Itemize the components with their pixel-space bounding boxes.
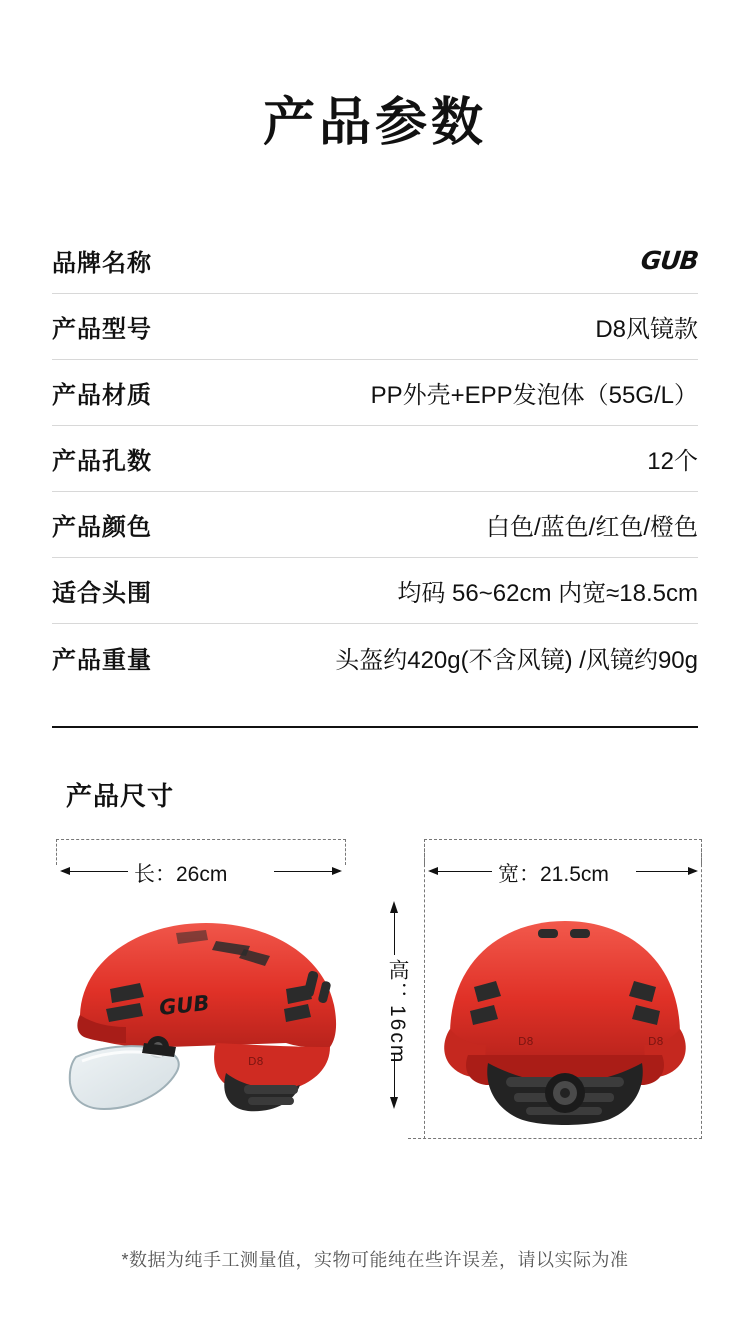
dimension-guide-right-vertical xyxy=(701,839,702,1139)
width-label: 宽：21.5cm xyxy=(498,863,609,887)
spec-value: 12个 xyxy=(647,448,698,476)
spec-value: PP外壳+EPP发泡体（55G/L） xyxy=(370,382,698,410)
spec-table xyxy=(52,228,698,690)
table-row xyxy=(52,360,698,426)
table-row xyxy=(52,558,698,624)
dimension-figures xyxy=(0,839,750,1169)
dimension-guide-top-front xyxy=(424,839,702,840)
spec-label: 品牌名称 xyxy=(52,250,152,278)
dimension-guide-top xyxy=(56,839,346,840)
footnote: *数据为纯手工测量值，实物可能纯在些许误差，请以实际为准 xyxy=(121,1250,629,1270)
page-title: 产品参数 xyxy=(262,94,487,152)
dimensions-section-title: 产品尺寸 xyxy=(66,781,175,812)
svg-text:GUB: GUB xyxy=(158,991,211,1021)
spec-value: 白色/蓝色/红色/橙色 xyxy=(485,514,698,542)
table-row xyxy=(52,426,698,492)
spec-value: 均码 56~62cm 内宽≈18.5cm xyxy=(397,580,698,608)
spec-label: 产品重量 xyxy=(52,646,152,674)
table-row xyxy=(52,228,698,294)
table-row xyxy=(52,492,698,558)
svg-text:D8: D8 xyxy=(648,1035,664,1049)
svg-text:D8: D8 xyxy=(248,1055,264,1069)
spec-label: 产品孔数 xyxy=(52,448,152,476)
spec-label: 产品材质 xyxy=(52,382,152,410)
table-row xyxy=(52,294,698,360)
table-row xyxy=(52,624,698,690)
height-label: 高：16cm xyxy=(386,959,409,1065)
helmet-front-view-image xyxy=(434,895,696,1145)
spec-label: 产品颜色 xyxy=(52,514,152,542)
spec-label: 产品型号 xyxy=(52,316,152,344)
length-label: 长：26cm xyxy=(134,863,228,887)
spec-value: 头盔约420g(不含风镜) /风镜约90g xyxy=(335,646,698,674)
section-divider xyxy=(52,726,698,728)
spec-value: D8风镜款 xyxy=(595,316,698,344)
spec-label: 适合头围 xyxy=(52,580,152,608)
dimension-guide-left-vertical xyxy=(424,839,425,1139)
helmet-side-view-image xyxy=(48,897,358,1162)
svg-text:D8: D8 xyxy=(518,1035,534,1049)
brand-logo: GUB xyxy=(639,246,700,276)
